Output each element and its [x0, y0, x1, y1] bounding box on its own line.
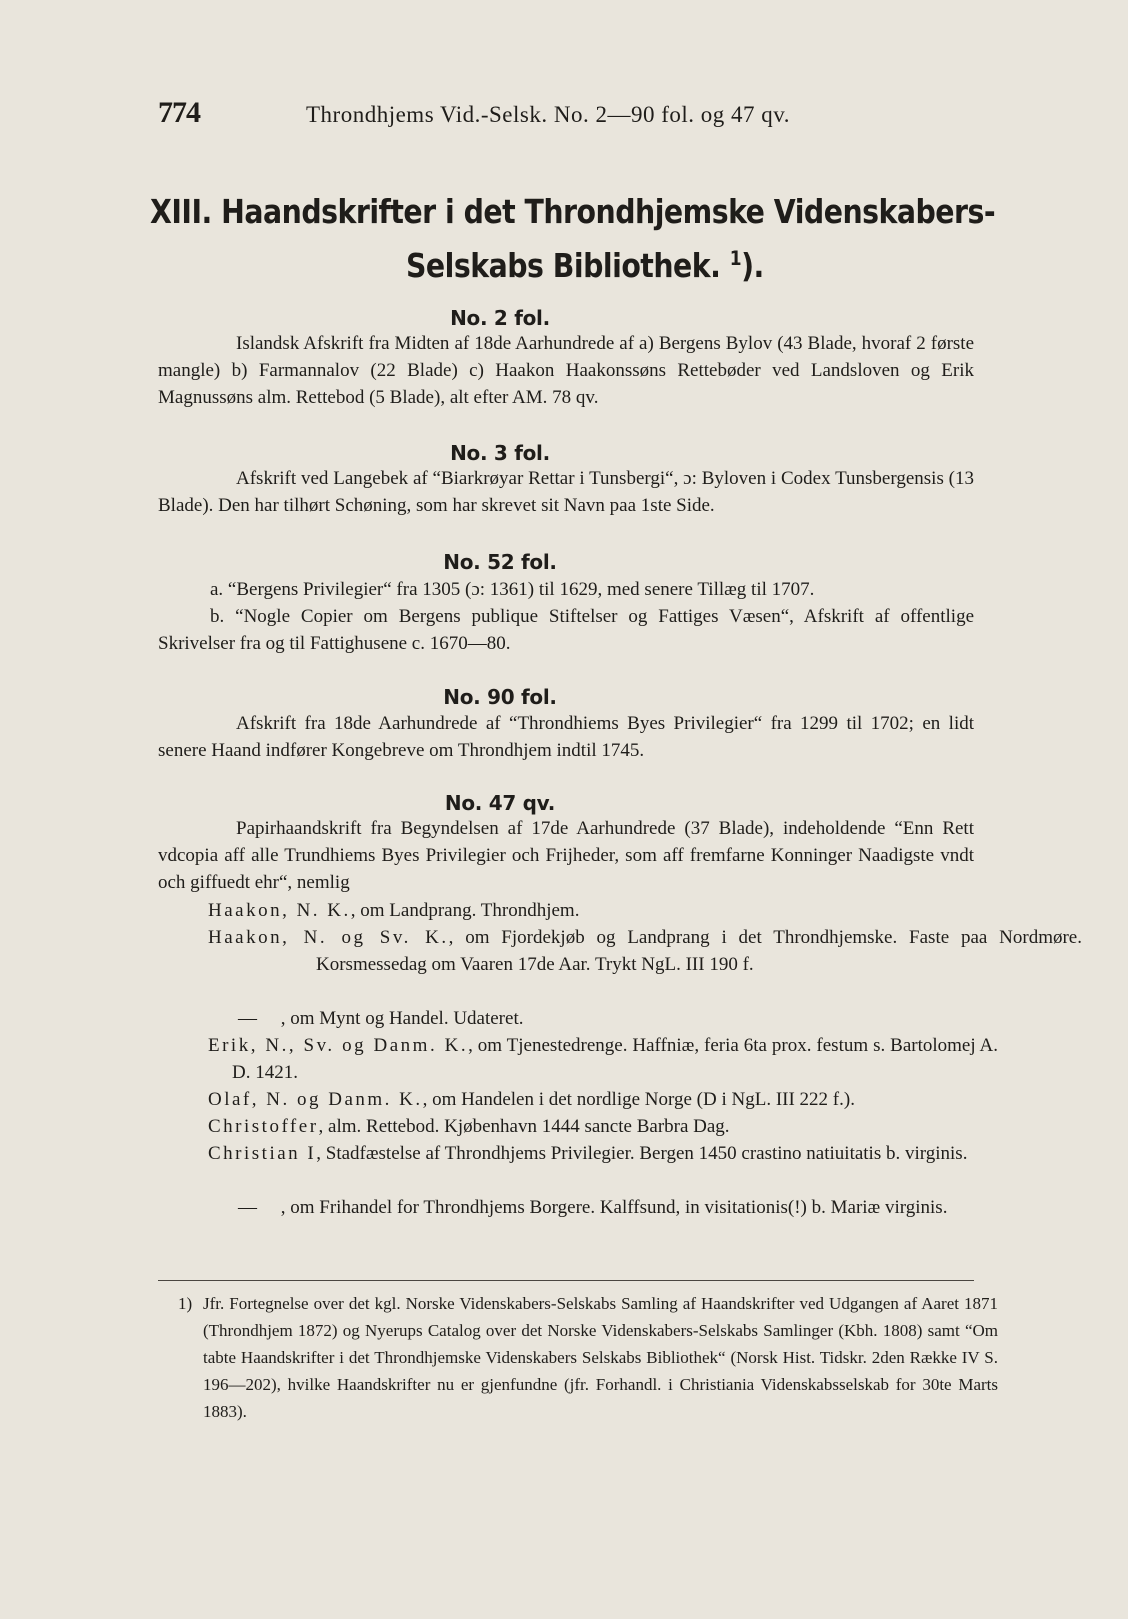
list-item: [238, 1005, 974, 1032]
entry-text: , om Fjordekjøb og Landprang i det Throndhjemske. Faste paa Nordmøre. Korsmessedag om Vaaren 17de Aar. Trykt NgL. III 190 f.: [316, 927, 1082, 975]
footnote-reference[interactable]: 1: [729, 247, 742, 270]
chapter-heading-text: Selskabs Bibliothek.: [406, 246, 721, 285]
entry-name: —: [238, 1197, 257, 1218]
entry-text: , alm. Rettebod. Kjøbenhavn 1444 sancte Barbra Dag.: [318, 1116, 730, 1137]
list-item-52a: a. “Bergens Privilegier“ fra 1305 (ɔ: 1361) til 1629, med senere Tillæg til 1707.: [210, 579, 815, 600]
footnote-mark: 1): [178, 1294, 193, 1313]
list-item-52b: b. “Nogle Copier om Bergens publique Stiftelser og Fattiges Væsen“, Afskrift af offentlige Skrivelser fra og til Fattighusene c. 1670—80.: [158, 606, 974, 654]
entry-text: , om Frihandel for Throndhjems Borgere. Kalffsund, in visitationis(!) b. Mariæ virginis.: [280, 1197, 948, 1218]
section-title-no-90: No. 90 fol.: [443, 685, 557, 709]
section-text-no-2: Islandsk Afskrift fra Midten af 18de Aarhundrede af a) Bergens Bylov (43 Blade, hvoraf 2 første mangle) b) Farmannalov (22 Blade) c) Haakon Haakonssøns Rettebøder ved Landsloven og Erik Magnussøns alm. Rettebod (5 Blade), alt efter AM. 78 qv.: [158, 333, 974, 408]
list-item: [208, 924, 1082, 978]
section-title-no-47: No. 47 qv.: [444, 791, 556, 815]
section-text-no-90: Afskrift fra 18de Aarhundrede af “Throndhiems Byes Privilegier“ fra 1299 til 1702; en lidt senere Haand indfører Kongebreve om Throndhjem indtil 1745.: [158, 713, 974, 761]
entry-name: Erik, N., Sv. og Danm. K.: [208, 1035, 469, 1056]
entry-name: —: [238, 1008, 257, 1029]
list-item: [208, 1032, 998, 1086]
section-text-no-3: Afskrift ved Langebek af “Biarkrøyar Rettar i Tunsbergi“, ɔ: Byloven i Codex Tunsbergensis (13 Blade). Den har tilhørt Schøning, som har skrevet sit Navn paa 1ste Side.: [158, 468, 974, 516]
entry-name: Christoffer: [208, 1116, 319, 1137]
list-item: [208, 1113, 974, 1140]
entry-name: Haakon, N. K.: [208, 900, 351, 921]
list-item: [208, 897, 974, 924]
section-text-no-47: Papirhaandskrift fra Begyndelsen af 17de Aarhundrede (37 Blade), indeholdende “Enn Rett vdcopia aff alle Trundhiems Byes Privilegier och Frijheder, som aff fremfarne Konninger Naadigste vndt och giffuedt ehr“, nemlig: [158, 818, 974, 893]
entry-text: , Stadfæstelse af Throndhjems Privilegier. Bergen 1450 crastino natiuitatis b. virginis.: [316, 1143, 968, 1164]
section-title-no-2: No. 2 fol.: [450, 306, 550, 330]
entry-text: , om Handelen i det nordlige Norge (D i NgL. III 222 f.).: [422, 1089, 855, 1110]
entry-text: , om Mynt og Handel. Udateret.: [280, 1008, 524, 1029]
entry-name: Olaf, N. og Danm. K.: [208, 1089, 423, 1110]
list-item: [208, 1086, 974, 1113]
running-head: [158, 96, 848, 140]
list-item: [208, 1140, 1062, 1167]
chapter-heading-line-1: XIII. Haandskrifter i det Throndhjemske Videnskabers-: [150, 192, 996, 231]
list-item: [238, 1194, 1032, 1221]
footnote: [178, 1290, 998, 1425]
page-number: 774: [158, 96, 200, 129]
footnote-divider: [158, 1280, 974, 1281]
section-title-no-3: No. 3 fol.: [450, 441, 550, 465]
entry-name: Christian I: [208, 1143, 317, 1164]
entry-text: , om Tjenestedrenge. Haffniæ, feria 6ta prox. festum s. Bartolomej A. D. 1421.: [232, 1035, 998, 1083]
chapter-heading-end: ).: [741, 246, 764, 285]
chapter-heading-line-2: [406, 246, 1128, 285]
entry-text: , om Landprang. Throndhjem.: [350, 900, 580, 921]
entry-name: Haakon, N. og Sv. K.: [208, 927, 449, 948]
running-title: Throndhjems Vid.-Selsk. No. 2—90 fol. og 47 qv.: [306, 102, 791, 127]
footnote-text: Jfr. Fortegnelse over det kgl. Norske Videnskabers-Selskabs Samling af Haandskrifter ved Udgangen af Aaret 1871 (Throndhjem 1872) og Nyerups Catalog over det Norske Videnskabers-Selskabs Samlinger (Kbh. 1808) samt “Om tabte Haandskrifter i det Throndhjemske Videnskabers Selskabs Bibliothek“ (Norsk Hist. Tidskr. 2den Række IV S. 196—202), hvilke Haandskrifter nu er gjenfundne (jfr. Forhandl. i Christiania Videnskabsselskab for 30te Marts 1883).: [203, 1294, 998, 1421]
section-title-no-52: No. 52 fol.: [443, 550, 557, 574]
